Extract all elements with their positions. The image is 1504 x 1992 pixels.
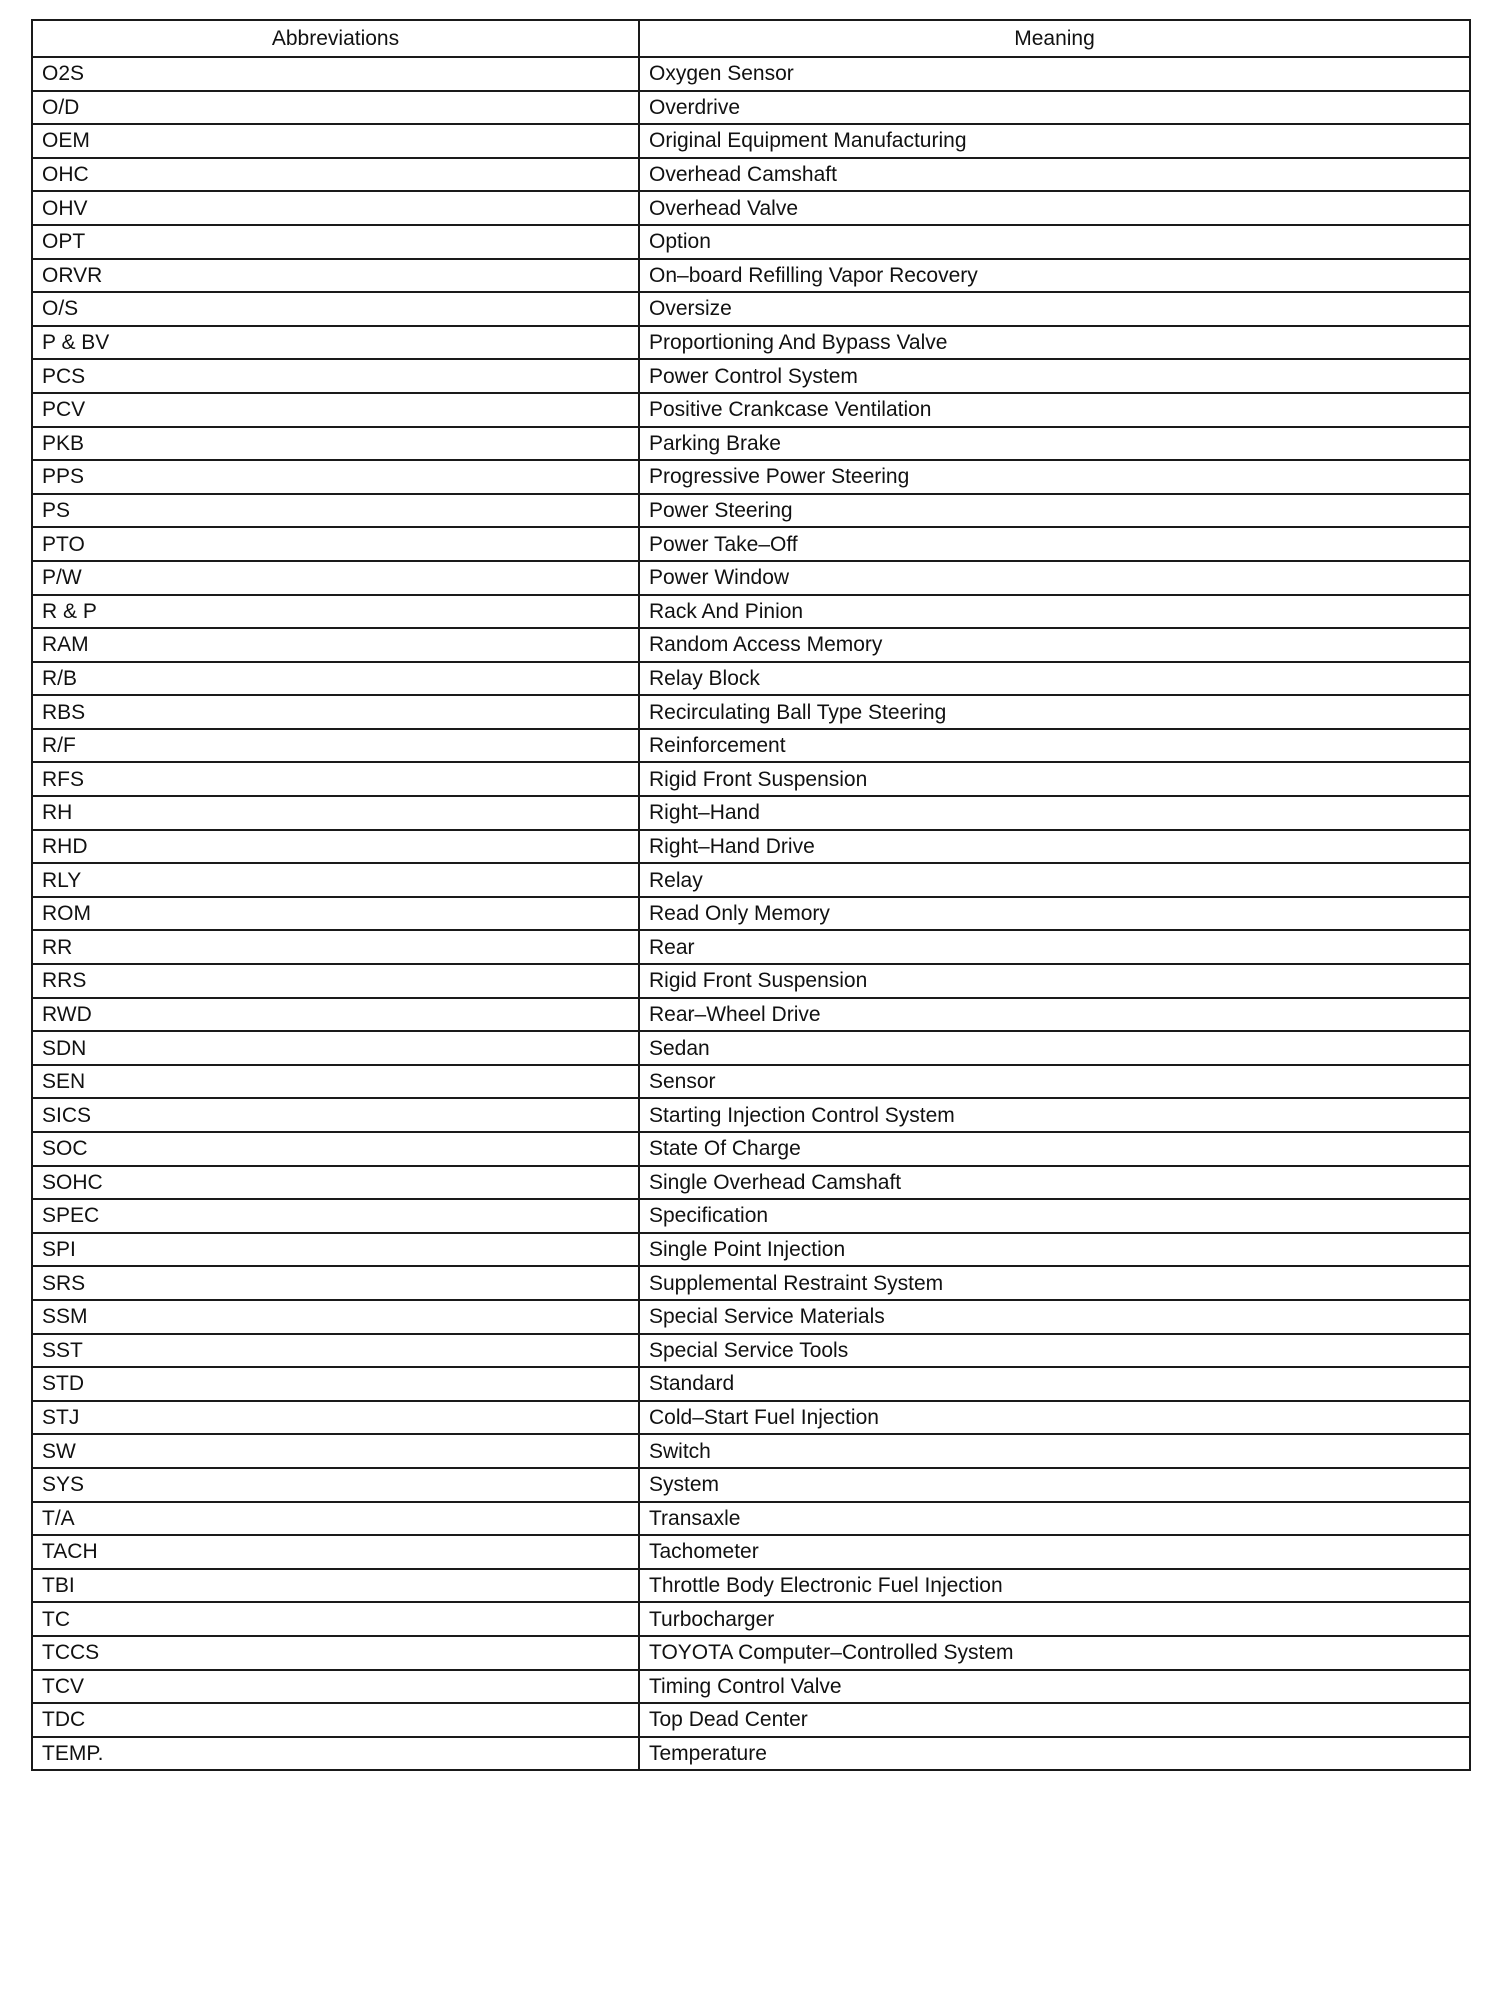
table-row	[32, 494, 1470, 528]
meaning-cell: On–board Refilling Vapor Recovery	[639, 259, 1470, 293]
table-row	[32, 628, 1470, 662]
abbreviation-cell: TEMP.	[32, 1737, 639, 1771]
table-row	[32, 729, 1470, 763]
abbreviation-cell: R/F	[32, 729, 639, 763]
meaning-cell: TOYOTA Computer–Controlled System	[639, 1636, 1470, 1670]
table-row	[32, 897, 1470, 931]
abbreviation-cell: SDN	[32, 1031, 639, 1065]
meaning-cell: Overhead Camshaft	[639, 158, 1470, 192]
meaning-cell: Turbocharger	[639, 1602, 1470, 1636]
abbreviation-cell: PPS	[32, 460, 639, 494]
abbreviation-cell: OPT	[32, 225, 639, 259]
table-row	[32, 930, 1470, 964]
abbreviation-cell: P & BV	[32, 326, 639, 360]
table-row	[32, 359, 1470, 393]
abbreviation-cell: RR	[32, 930, 639, 964]
meaning-cell: Original Equipment Manufacturing	[639, 124, 1470, 158]
meaning-cell: Random Access Memory	[639, 628, 1470, 662]
abbreviation-cell: RLY	[32, 863, 639, 897]
abbreviation-cell: SYS	[32, 1468, 639, 1502]
meaning-cell: Cold–Start Fuel Injection	[639, 1401, 1470, 1435]
meaning-cell: Transaxle	[639, 1502, 1470, 1536]
abbreviation-cell: PS	[32, 494, 639, 528]
meaning-cell: Sensor	[639, 1065, 1470, 1099]
abbreviation-cell: SPI	[32, 1233, 639, 1267]
meaning-cell: Right–Hand Drive	[639, 830, 1470, 864]
meaning-cell: Relay Block	[639, 662, 1470, 696]
meaning-cell: Parking Brake	[639, 427, 1470, 461]
meaning-cell: Power Control System	[639, 359, 1470, 393]
table-row	[32, 1266, 1470, 1300]
abbreviation-cell: STD	[32, 1367, 639, 1401]
abbreviation-cell: RH	[32, 796, 639, 830]
abbreviation-cell: RBS	[32, 695, 639, 729]
meaning-cell: Top Dead Center	[639, 1703, 1470, 1737]
meaning-cell: Single Point Injection	[639, 1233, 1470, 1267]
table-row	[32, 393, 1470, 427]
abbreviation-cell: RFS	[32, 762, 639, 796]
abbreviation-cell: ORVR	[32, 259, 639, 293]
meaning-cell: Relay	[639, 863, 1470, 897]
abbreviation-cell: TCCS	[32, 1636, 639, 1670]
header-row	[32, 20, 1470, 57]
abbreviation-cell: TC	[32, 1602, 639, 1636]
abbreviation-cell: OEM	[32, 124, 639, 158]
abbreviation-cell: PKB	[32, 427, 639, 461]
meaning-cell: Sedan	[639, 1031, 1470, 1065]
table-row	[32, 427, 1470, 461]
table-row	[32, 460, 1470, 494]
abbreviation-cell: O/D	[32, 91, 639, 125]
meaning-cell: Right–Hand	[639, 796, 1470, 830]
table-row	[32, 1636, 1470, 1670]
table-row	[32, 863, 1470, 897]
meaning-cell: Recirculating Ball Type Steering	[639, 695, 1470, 729]
table-row	[32, 1199, 1470, 1233]
header-abbreviations: Abbreviations	[32, 20, 639, 57]
meaning-cell: Tachometer	[639, 1535, 1470, 1569]
meaning-cell: Rigid Front Suspension	[639, 762, 1470, 796]
meaning-cell: Supplemental Restraint System	[639, 1266, 1470, 1300]
abbreviation-cell: RRS	[32, 964, 639, 998]
meaning-cell: Starting Injection Control System	[639, 1098, 1470, 1132]
table-row	[32, 1602, 1470, 1636]
table-row	[32, 1502, 1470, 1536]
table-row	[32, 595, 1470, 629]
meaning-cell: Special Service Materials	[639, 1300, 1470, 1334]
abbreviation-cell: RAM	[32, 628, 639, 662]
abbreviation-cell: SSM	[32, 1300, 639, 1334]
abbreviation-cell: SOHC	[32, 1166, 639, 1200]
abbreviation-cell: P/W	[32, 561, 639, 595]
table-row	[32, 1367, 1470, 1401]
table-row	[32, 1535, 1470, 1569]
abbreviation-cell: SICS	[32, 1098, 639, 1132]
abbreviation-cell: TACH	[32, 1535, 639, 1569]
abbreviation-cell: PTO	[32, 527, 639, 561]
meaning-cell: Timing Control Valve	[639, 1670, 1470, 1704]
abbreviation-cell: T/A	[32, 1502, 639, 1536]
table-row	[32, 225, 1470, 259]
meaning-cell: Proportioning And Bypass Valve	[639, 326, 1470, 360]
table-row	[32, 292, 1470, 326]
abbreviation-cell: R/B	[32, 662, 639, 696]
table-row	[32, 124, 1470, 158]
abbreviation-cell: SW	[32, 1434, 639, 1468]
meaning-cell: Throttle Body Electronic Fuel Injection	[639, 1569, 1470, 1603]
meaning-cell: System	[639, 1468, 1470, 1502]
abbreviation-cell: O2S	[32, 57, 639, 91]
meaning-cell: Oversize	[639, 292, 1470, 326]
meaning-cell: State Of Charge	[639, 1132, 1470, 1166]
meaning-cell: Reinforcement	[639, 729, 1470, 763]
abbreviation-cell: R & P	[32, 595, 639, 629]
abbreviation-cell: PCV	[32, 393, 639, 427]
meaning-cell: Rack And Pinion	[639, 595, 1470, 629]
abbreviation-cell: SPEC	[32, 1199, 639, 1233]
meaning-cell: Power Take–Off	[639, 527, 1470, 561]
table-row	[32, 1703, 1470, 1737]
table-row	[32, 259, 1470, 293]
abbreviation-cell: STJ	[32, 1401, 639, 1435]
table-row	[32, 1737, 1470, 1771]
abbreviation-cell: TBI	[32, 1569, 639, 1603]
meaning-cell: Rigid Front Suspension	[639, 964, 1470, 998]
table-row	[32, 1670, 1470, 1704]
meaning-cell: Single Overhead Camshaft	[639, 1166, 1470, 1200]
table-row	[32, 91, 1470, 125]
meaning-cell: Oxygen Sensor	[639, 57, 1470, 91]
abbreviation-cell: PCS	[32, 359, 639, 393]
meaning-cell: Specification	[639, 1199, 1470, 1233]
table-row	[32, 998, 1470, 1032]
abbreviations-table	[31, 19, 1471, 1771]
table-header	[32, 20, 1470, 57]
meaning-cell: Positive Crankcase Ventilation	[639, 393, 1470, 427]
abbreviation-cell: SST	[32, 1334, 639, 1368]
table-row	[32, 1233, 1470, 1267]
table-row	[32, 1166, 1470, 1200]
meaning-cell: Power Window	[639, 561, 1470, 595]
table-row	[32, 1434, 1470, 1468]
abbreviation-cell: TDC	[32, 1703, 639, 1737]
table-row	[32, 830, 1470, 864]
abbreviation-cell: SOC	[32, 1132, 639, 1166]
table-row	[32, 1468, 1470, 1502]
abbreviation-cell: O/S	[32, 292, 639, 326]
header-meaning: Meaning	[639, 20, 1470, 57]
meaning-cell: Switch	[639, 1434, 1470, 1468]
table-row	[32, 158, 1470, 192]
meaning-cell: Overhead Valve	[639, 191, 1470, 225]
table-body	[32, 57, 1470, 1770]
meaning-cell: Power Steering	[639, 494, 1470, 528]
table-row	[32, 57, 1470, 91]
table-row	[32, 695, 1470, 729]
abbreviation-cell: RWD	[32, 998, 639, 1032]
abbreviation-cell: ROM	[32, 897, 639, 931]
meaning-cell: Temperature	[639, 1737, 1470, 1771]
meaning-cell: Rear–Wheel Drive	[639, 998, 1470, 1032]
table-row	[32, 796, 1470, 830]
table-row	[32, 1098, 1470, 1132]
meaning-cell: Overdrive	[639, 91, 1470, 125]
table-row	[32, 191, 1470, 225]
table-row	[32, 561, 1470, 595]
table-row	[32, 964, 1470, 998]
abbreviation-cell: RHD	[32, 830, 639, 864]
meaning-cell: Rear	[639, 930, 1470, 964]
meaning-cell: Standard	[639, 1367, 1470, 1401]
table-row	[32, 1300, 1470, 1334]
table-row	[32, 662, 1470, 696]
table-row	[32, 1334, 1470, 1368]
meaning-cell: Special Service Tools	[639, 1334, 1470, 1368]
table-row	[32, 527, 1470, 561]
abbreviation-cell: SRS	[32, 1266, 639, 1300]
abbreviation-cell: OHV	[32, 191, 639, 225]
table-row	[32, 1132, 1470, 1166]
table-row	[32, 1031, 1470, 1065]
table-row	[32, 326, 1470, 360]
table-row	[32, 762, 1470, 796]
abbreviation-cell: TCV	[32, 1670, 639, 1704]
abbreviation-cell: SEN	[32, 1065, 639, 1099]
table-row	[32, 1569, 1470, 1603]
abbreviation-cell: OHC	[32, 158, 639, 192]
table-row	[32, 1065, 1470, 1099]
table-row	[32, 1401, 1470, 1435]
meaning-cell: Option	[639, 225, 1470, 259]
meaning-cell: Progressive Power Steering	[639, 460, 1470, 494]
meaning-cell: Read Only Memory	[639, 897, 1470, 931]
